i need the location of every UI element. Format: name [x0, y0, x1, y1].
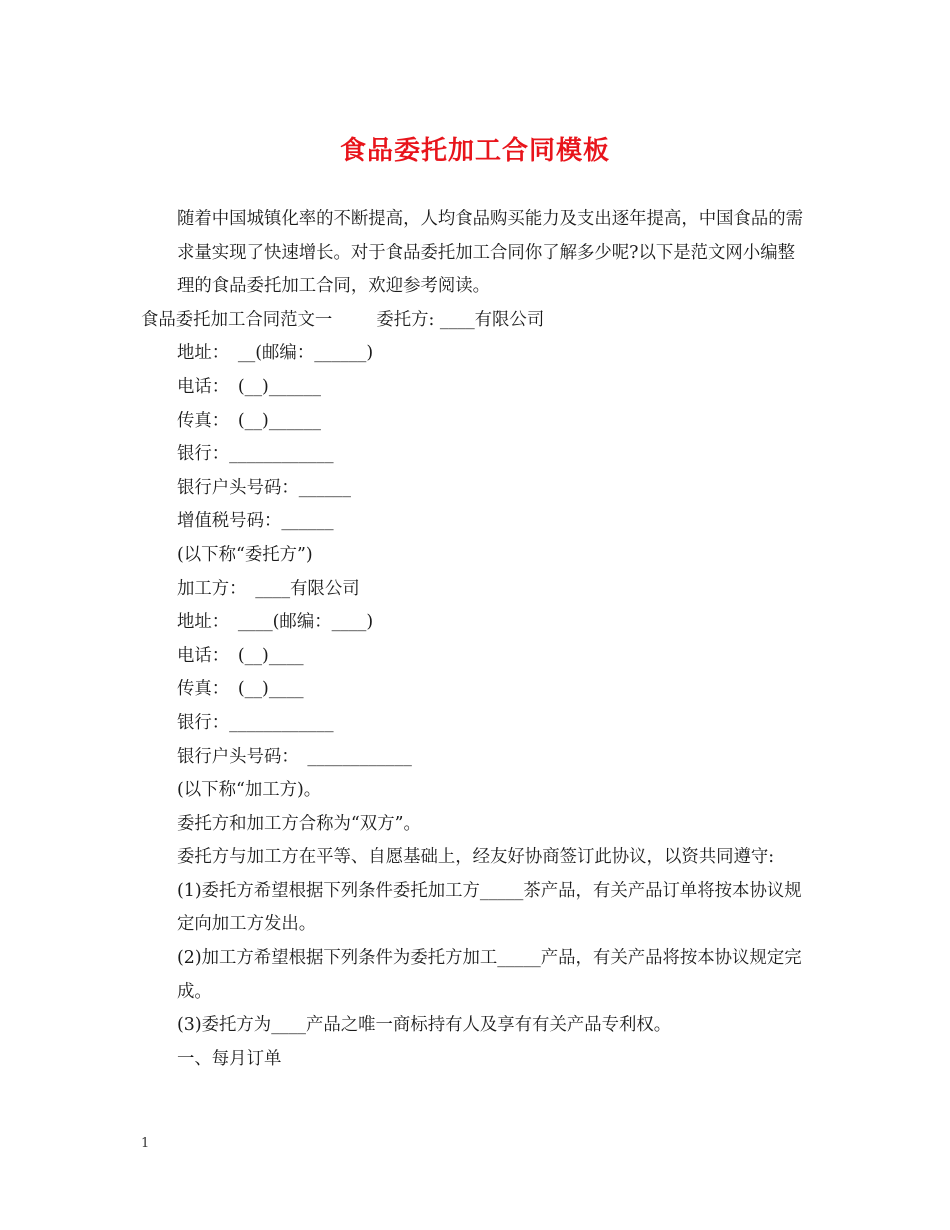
entrust-phone: 电话： (__)______: [177, 376, 321, 397]
document-body: [141, 203, 811, 1076]
document-title: 食品委托加工合同模板: [339, 136, 610, 166]
sample-heading: 食品委托加工合同范文一: [141, 309, 333, 330]
entrust-bank: 银行：____________: [177, 444, 334, 465]
section-heading-monthly-order: 一、每月订单: [177, 1048, 282, 1069]
processor-alias: (以下称“加工方)。: [177, 780, 322, 801]
entrust-tax: 增值税号码：______: [177, 511, 334, 532]
processor-phone: 电话： (__)____: [177, 645, 304, 666]
entrust-party-line: 委托方: ____有限公司: [376, 309, 545, 330]
entrust-account: 银行户头号码：______: [177, 477, 351, 498]
processor-account: 银行户头号码： ____________: [177, 746, 412, 767]
entrust-address: 地址： __(邮编：______): [177, 343, 374, 364]
intro-paragraph: 随着中国城镇化率的不断提高，人均食品购买能力及支出逐年提高，中国食品的需求量实现了快速增长。对于食品委托加工合同你了解多少呢?以下是范文网小编整理的食品委托加工合同，欢迎参考阅读。: [177, 209, 804, 297]
processor-bank: 银行：____________: [177, 712, 334, 733]
page-number: 1: [141, 1136, 150, 1151]
both-parties-line: 委托方和加工方合称为“双方”。: [177, 813, 421, 834]
entrust-fax: 传真： (__)______: [177, 410, 321, 431]
processor-fax: 传真： (__)____: [177, 679, 304, 700]
sample-heading-line: [141, 304, 811, 338]
processor-party-line: 加工方： ____有限公司: [177, 578, 360, 599]
clause-3: (3)委托方为____产品之唯一商标持有人及享有有关产品专利权。: [177, 1015, 672, 1036]
agreement-line: 委托方与加工方在平等、自愿基础上，经友好协商签订此协议，以资共同遵守:: [177, 847, 775, 868]
clause-1: (1)委托方希望根据下列条件委托加工方_____茶产品，有关产品订单将按本协议规定向加工方发出。: [177, 880, 802, 935]
processor-address: 地址： ____(邮编：____): [177, 612, 374, 633]
clause-2: (2)加工方希望根据下列条件为委托方加工_____产品，有关产品将按本协议规定完成。: [177, 948, 802, 1002]
entrust-alias: (以下称“委托方”): [177, 544, 313, 565]
